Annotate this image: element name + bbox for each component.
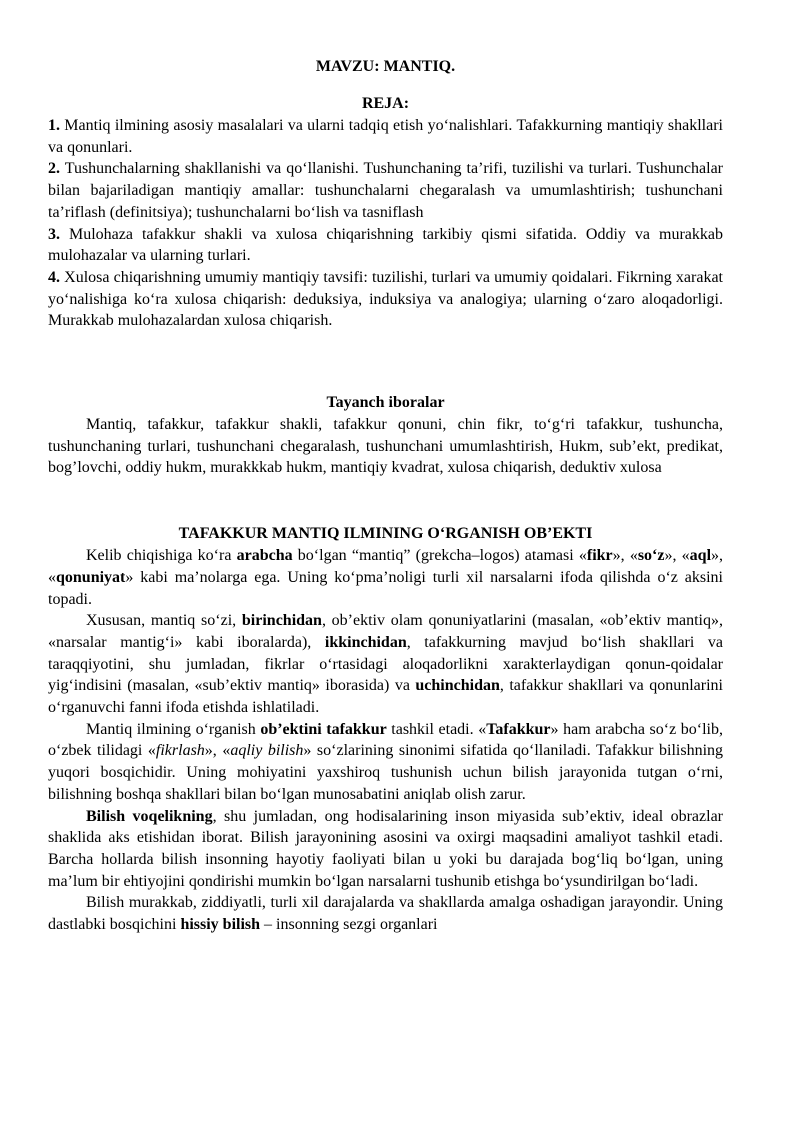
bold-term: Tafakkur: [486, 720, 551, 738]
body-paragraph: [48, 545, 723, 610]
italic-term: fikrlash: [155, 742, 205, 760]
plan-item: [48, 158, 723, 223]
text-run: Kelib chiqishiga ko‘ra: [86, 547, 237, 565]
body-paragraph: [48, 892, 723, 935]
plan-item-text: Tushunchalarning shakllanishi va qo‘llanishi. Tushunchaning ta’rifi, tuzilishi va turlari. Tushunchalar bilan bajariladigan mantiqiy amallar: tushunchalarni chegaralash va umumlashtirish; tushunchani ta’riflash (definitsiya); tushunchalarni bo‘lish va tasniflash: [48, 160, 723, 221]
text-run: Xususan, mantiq so‘zi,: [86, 612, 242, 630]
plan-item-text: Xulosa chiqarishning umumiy mantiqiy tavsifi: tuzilishi, turlari va umumiy qoidalari. Fikrning xarakat yo‘nalishiga ko‘ra xulosa chiqarish: deduksiya, induksiya va analogiya; ularning o‘zaro aloqadorligi. Murakkab mulohazalardan xulosa chiqarish.: [48, 268, 723, 330]
text-run: – insonning sezgi organlari: [260, 916, 438, 934]
body-paragraph: [48, 719, 723, 806]
text-run: Mantiq ilmining o‘rganish: [86, 720, 261, 738]
section-heading: TAFAKKUR MANTIQ ILMINING O‘RGANISH OB’EKTI: [178, 525, 593, 543]
text-run: bo‘lgan “mantiq” (grekcha–logos) atamasi «: [292, 547, 587, 565]
text-run: tashkil etadi. «: [386, 720, 487, 738]
body-paragraph: [48, 806, 723, 893]
text-run: », «: [664, 547, 690, 565]
body-paragraph: [48, 610, 723, 719]
plan-item: [48, 115, 723, 158]
document-title: MAVZU: MANTIQ.: [315, 58, 456, 75]
bold-term: Bilish voqelikning: [86, 807, 213, 825]
italic-term: aqliy bilish: [230, 742, 304, 760]
text-run: », «: [612, 547, 638, 565]
text-run: » ham arabcha so‘z bo‘lib, o‘zbek tilidagi «: [48, 720, 723, 760]
bold-term: ob’ektini tafakkur: [260, 720, 387, 738]
text-run: », «: [204, 742, 231, 760]
text-run: , shu jumladan, ong hodisalarining inson miyasida sub’ektiv, ideal obrazlar shaklida aks etishidan iborat. Bilish jarayonining asosini va oxirgi maqsadini amaliyot tashkil etadi. Barcha hollarda bilish insonning hayotiy faoliyati bilan u yoki bu darajada bog‘liq bo‘lgan, uning ma’lum bir ehtiyojini qondirishi mumkin bo‘lgan narsalarni tushunib etishga bo‘ysundirilgan bo‘ladi.: [48, 807, 723, 890]
text-run: » kabi ma’nolarga ega. Uning ko‘pma’noligi turli xil narsalarni ifoda qilishda o‘z aksini topadi.: [48, 568, 723, 608]
bold-term: fikr: [586, 547, 613, 565]
text-run: Bilish murakkab, ziddiyatli, turli xil darajalarda va shakllarda amalga oshadigan jarayondir. Uning dastlabki bosqichini: [48, 894, 723, 934]
bold-term: uchinchidan: [415, 677, 500, 695]
bold-term: qonuniyat: [56, 568, 126, 586]
plan-item-number: 2.: [48, 160, 60, 178]
text-run: » so‘zlarining sinonimi sifatida qo‘llaniladi. Tafakkur bilishning yuqori bosqichidir. Uning mohiyatini yaxshiroq tushunish uchun bilish jarayonida tutgan o‘rni, bilishning boshqa shakllari bilan bo‘lgan munosabatini aniqlab olish zarur.: [48, 742, 724, 803]
bold-term: hissiy bilish: [180, 916, 261, 934]
plan-item-number: 4.: [48, 268, 60, 286]
text-run: , tafakkurning mavjud bo‘lish shakllari va taraqqiyotini, shu jumladan, fikrlar o‘rtasidagi aloqadorlikni xarakterlaydigan qonun-qoidalar yig‘indisini (masalan, «sub’ektiv mantiq» iborasida) va: [48, 633, 723, 695]
plan-item-number: 3.: [48, 225, 60, 243]
text-run: , tafakkur shakllari va qonunlarini o‘rganuvchi fanni ifoda etishda ishlatiladi.: [48, 677, 724, 717]
plan-list: [48, 115, 723, 332]
bold-term: arabcha: [236, 547, 293, 565]
plan-item-number: 1.: [48, 117, 60, 134]
bold-term: ikkinchidan: [324, 633, 407, 651]
bold-term: so‘z: [637, 547, 665, 565]
plan-item: [48, 224, 723, 267]
text-run: », «: [48, 547, 724, 586]
keywords-paragraph: Mantiq, tafakkur, tafakkur shakli, tafakkur qonuni, chin fikr, to‘g‘ri tafakkur, tushuncha, tushunchaning turlari, tushunchani chegaralash, tushunchani umumlashtirish, Hukm, sub’ekt, predikat, bog’lovchi, oddiy hukm, murakkkab hukm, mantiqiy kvadrat, xulosa chiqarish, deduktiv xulosa: [48, 416, 723, 477]
keywords-heading: Tayanch iboralar: [326, 394, 445, 412]
document-page: [48, 56, 723, 936]
text-run: , ob’ektiv olam qonuniyatlarini (masalan, «ob’ektiv mantiq», «narsalar mantig‘i» kabi iboralarda),: [48, 612, 724, 651]
plan-item-text: Mulohaza tafakkur shakli va xulosa chiqarishning tarkibiy qismi sifatida. Oddiy va murakkab mulohazalar va ularning turlari.: [48, 225, 723, 265]
plan-item: [48, 267, 723, 332]
plan-heading: REJA:: [361, 95, 410, 112]
bold-term: birinchidan: [241, 612, 322, 630]
bold-term: aql: [689, 547, 712, 565]
plan-item-text: Mantiq ilmining asosiy masalalari va ularni tadqiq etish yo‘nalishlari. Tafakkurning mantiqiy shakllari va qonunlari.: [48, 117, 723, 156]
